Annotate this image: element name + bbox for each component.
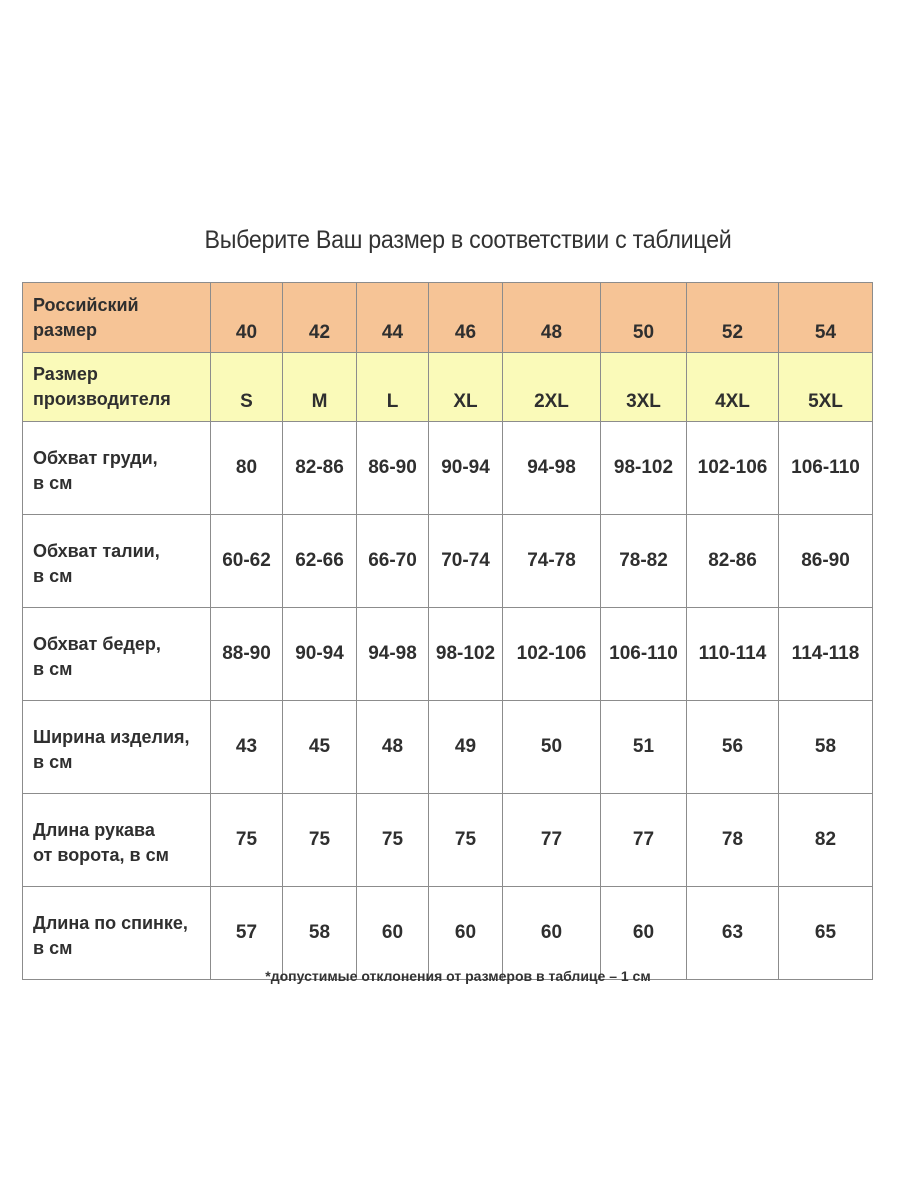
table-cell: 102-106 (687, 422, 779, 515)
table-cell: 110-114 (687, 608, 779, 701)
measurement-row (23, 887, 873, 980)
row-label-line: от ворота, в см (33, 845, 169, 865)
row-label-line: в см (33, 473, 73, 493)
table-cell: 44 (357, 283, 429, 353)
table-cell: 60 (429, 887, 503, 980)
table-cell: 106-110 (779, 422, 873, 515)
table-cell: 62-66 (283, 515, 357, 608)
manufacturer-size-row (23, 353, 873, 422)
table-cell: 46 (429, 283, 503, 353)
table-cell: 2XL (503, 353, 601, 422)
table-cell: 75 (429, 794, 503, 887)
table-cell: 50 (601, 283, 687, 353)
table-cell: 75 (283, 794, 357, 887)
row-label (23, 515, 211, 608)
table-cell: 78 (687, 794, 779, 887)
table-cell: 86-90 (357, 422, 429, 515)
table-cell: 90-94 (283, 608, 357, 701)
table-cell: 58 (283, 887, 357, 980)
table-cell: 42 (283, 283, 357, 353)
row-label-line: Обхват груди, (33, 448, 158, 468)
table-cell: XL (429, 353, 503, 422)
table-cell: 43 (211, 701, 283, 794)
table-cell: 40 (211, 283, 283, 353)
table-cell: 86-90 (779, 515, 873, 608)
table-cell: 52 (687, 283, 779, 353)
table-cell: 75 (211, 794, 283, 887)
table-cell: 58 (779, 701, 873, 794)
row-label-line: Длина рукава (33, 820, 155, 840)
row-label-line: в см (33, 659, 73, 679)
table-cell: 54 (779, 283, 873, 353)
row-label-line: в см (33, 938, 73, 958)
size-chart-table (22, 282, 873, 980)
measurement-row (23, 701, 873, 794)
row-label-line: в см (33, 566, 73, 586)
table-cell: 106-110 (601, 608, 687, 701)
table-cell: 48 (503, 283, 601, 353)
table-cell: 78-82 (601, 515, 687, 608)
row-label (23, 422, 211, 515)
row-label (23, 283, 211, 353)
table-cell: 57 (211, 887, 283, 980)
table-cell: 49 (429, 701, 503, 794)
size-chart-body (23, 283, 873, 980)
table-cell: 114-118 (779, 608, 873, 701)
measurement-row (23, 515, 873, 608)
measurement-row (23, 422, 873, 515)
table-cell: S (211, 353, 283, 422)
table-cell: 60 (357, 887, 429, 980)
table-cell: 60 (503, 887, 601, 980)
row-label-line: Ширина изделия, (33, 727, 190, 747)
table-cell: 102-106 (503, 608, 601, 701)
table-cell: 70-74 (429, 515, 503, 608)
row-label-line: Длина по спинке, (33, 913, 188, 933)
row-label-line: в см (33, 752, 73, 772)
page-title: Выберите Ваш размер в соответствии с таблицей (204, 226, 732, 254)
row-label (23, 887, 211, 980)
table-cell: 82-86 (283, 422, 357, 515)
footnote: *допустимые отклонения от размеров в таблице – 1 см (265, 968, 651, 984)
table-cell: 82-86 (687, 515, 779, 608)
table-cell: 94-98 (503, 422, 601, 515)
table-cell: 98-102 (429, 608, 503, 701)
row-label-line: Обхват талии, (33, 541, 160, 561)
table-cell: 51 (601, 701, 687, 794)
row-label (23, 794, 211, 887)
row-label (23, 353, 211, 422)
table-cell: L (357, 353, 429, 422)
table-cell: 56 (687, 701, 779, 794)
table-cell: 63 (687, 887, 779, 980)
russian-size-row (23, 283, 873, 353)
table-cell: 74-78 (503, 515, 601, 608)
table-cell: 45 (283, 701, 357, 794)
table-cell: 77 (601, 794, 687, 887)
table-cell: M (283, 353, 357, 422)
row-label-line: Российский (33, 294, 139, 315)
table-cell: 82 (779, 794, 873, 887)
table-cell: 60 (601, 887, 687, 980)
measurement-row (23, 608, 873, 701)
table-cell: 4XL (687, 353, 779, 422)
table-cell: 88-90 (211, 608, 283, 701)
table-cell: 65 (779, 887, 873, 980)
table-cell: 94-98 (357, 608, 429, 701)
table-cell: 66-70 (357, 515, 429, 608)
measurement-row (23, 794, 873, 887)
table-cell: 5XL (779, 353, 873, 422)
table-cell: 3XL (601, 353, 687, 422)
row-label (23, 701, 211, 794)
table-cell: 90-94 (429, 422, 503, 515)
table-cell: 80 (211, 422, 283, 515)
table-cell: 77 (503, 794, 601, 887)
table-cell: 98-102 (601, 422, 687, 515)
row-label-line: Обхват бедер, (33, 634, 161, 654)
row-label-line: размер (33, 319, 98, 340)
row-label (23, 608, 211, 701)
table-cell: 50 (503, 701, 601, 794)
table-cell: 48 (357, 701, 429, 794)
table-cell: 60-62 (211, 515, 283, 608)
row-label-line: Размер (33, 364, 98, 384)
row-label-line: производителя (33, 389, 171, 409)
table-cell: 75 (357, 794, 429, 887)
